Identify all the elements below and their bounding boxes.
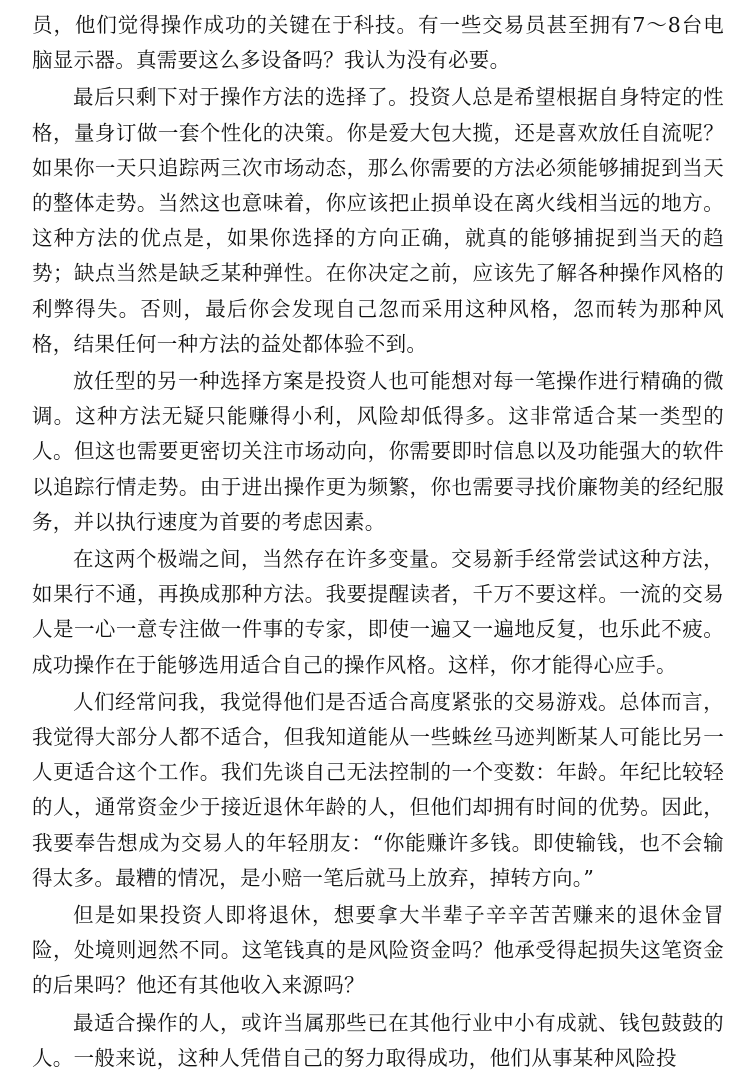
paragraph-7: 最适合操作的人，或许当属那些已在其他行业中小有成就、钱包鼓鼓的人。一般来说，这种人凭借自己的努力取得成功，他们从事某种风险投: [32, 1010, 724, 1070]
book-page: [32, 8, 724, 1076]
paragraph-6: 但是如果投资人即将退休，想要拿大半辈子辛辛苦苦赚来的退休金冒险，处境则迥然不同。这笔钱真的是风险资金吗？他承受得起损失这笔资金的后果吗？他还有其他收入来源吗？: [32, 903, 724, 998]
paragraph-2: 最后只剩下对于操作方法的选择了。投资人总是希望根据自身特定的性格，量身订做一套个性化的决策。你是爱大包大揽，还是喜欢放任自流呢？如果你一天只追踪两三次市场动态，那么你需要的方法必须能够捕捉到当天的整体走势。当然这也意味着，你应该把止损单设在离火线相当远的地方。这种方法的优点是，如果你选择的方向正确，就真的能够捕捉到当天的趋势；缺点当然是缺乏某种弹性。在你决定之前，应该先了解各种操作风格的利弊得失。否则，最后你会发现自己忽而采用这种风格，忽而转为那种风格，结果任何一种方法的益处都体验不到。: [32, 85, 724, 356]
paragraph-1: 员，他们觉得操作成功的关键在于科技。有一些交易员甚至拥有7～8台电脑显示器。真需要这么多设备吗？我认为没有必要。: [32, 13, 724, 73]
paragraph-5: 人们经常问我，我觉得他们是否适合高度紧张的交易游戏。总体而言，我觉得大部分人都不适合，但我知道能从一些蛛丝马迹判断某人可能比另一人更适合这个工作。我们先谈自己无法控制的一个变数：年龄。年纪比较轻的人，通常资金少于接近退休年龄的人，但他们却拥有时间的优势。因此，我要奉告想成为交易人的年轻朋友：“你能赚许多钱。即使输钱，也不会输得太多。最糟的情况，是小赔一笔后就马上放弃，掉转方向。”: [32, 689, 724, 890]
paragraph-4: 在这两个极端之间，当然存在许多变量。交易新手经常尝试这种方法，如果行不通，再换成那种方法。我要提醒读者，千万不要这样。一流的交易人是一心一意专注做一件事的专家，即使一遍又一遍地反复，也乐此不疲。成功操作在于能够选用适合自己的操作风格。这样，你才能得心应手。: [32, 547, 724, 677]
paragraph-3: 放任型的另一种选择方案是投资人也可能想对每一笔操作进行精确的微调。这种方法无疑只能赚得小利，风险却低得多。这非常适合某一类型的人。但这也需要更密切关注市场动向，你需要即时信息以及功能强大的软件以追踪行情走势。由于进出操作更为频繁，你也需要寻找价廉物美的经纪服务，并以执行速度为首要的考虑因素。: [32, 369, 724, 534]
